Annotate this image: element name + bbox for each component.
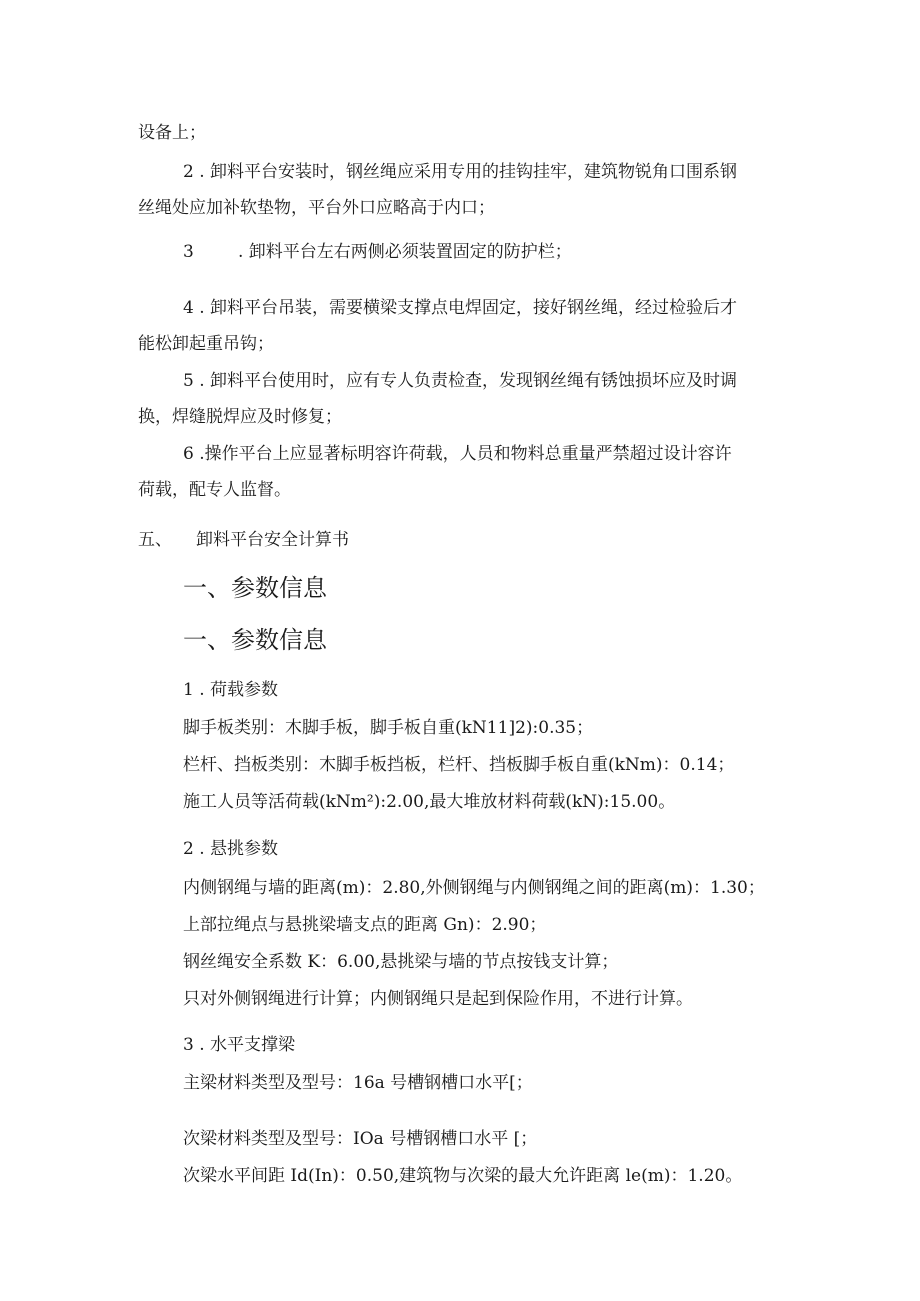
subheading: 1 . 荷载参数 [183,680,279,700]
section-number: 五、 [138,530,172,550]
text-line: 能松卸起重吊钩； [138,334,274,354]
text-line: 2 . 卸料平台安装时，钢丝绳应采用专用的挂钩挂牢，建筑物锐角口围系钢 [183,162,738,182]
text-line: 脚手板类别：木脚手板，脚手板自重(kN11]2):0.35； [183,718,594,738]
section-title: 卸料平台安全计算书 [196,530,349,550]
text-line: 4 . 卸料平台吊装，需要横梁支撑点电焊固定，接好钢丝绳，经过检验后才 [183,298,738,318]
text-line: 栏杆、挡板类别：木脚手板挡板，栏杆、挡板脚手板自重(kNm)：0.14； [183,755,735,775]
list-number: 3 [183,242,194,262]
text-line: 设备上； [138,123,206,143]
text-line: 主梁材料类型及型号：16a 号槽钢槽口水平[； [183,1073,533,1093]
text-line: 6 .操作平台上应显著标明容许荷载，人员和物料总重量严禁超过设计容许 [183,444,732,464]
text-line: 次梁水平间距 Id(In)：0.50,建筑物与次梁的最大允许距离 le(m)：1.20。 [183,1166,743,1186]
heading: 一、参数信息 [183,626,327,654]
text-line: 钢丝绳安全系数 K：6.00,悬挑梁与墙的节点按钱支计算； [183,952,619,972]
text-line: 换，焊缝脱焊应及时修复； [138,407,342,427]
subheading: 2 . 悬挑参数 [183,839,279,859]
text-line: 丝绳处应加补软垫物，平台外口应略高于内口； [138,198,495,218]
text-line: . 卸料平台左右两侧必须装置固定的防护栏； [238,242,572,262]
heading: 一、参数信息 [183,574,327,602]
text-line: 荷载，配专人监督。 [138,480,291,500]
text-line: 5 . 卸料平台使用时，应有专人负责检查，发现钢丝绳有锈蚀损坏应及时调 [183,371,738,391]
text-line: 只对外侧钢绳进行计算；内侧钢绳只是起到保险作用，不进行计算。 [183,989,693,1009]
text-line: 施工人员等活荷载(kNm²):2.00,最大堆放材料荷载(kN):15.00。 [183,792,676,812]
text-line: 次梁材料类型及型号：IOa 号槽钢槽口水平 [； [183,1129,538,1149]
text-line: 内侧钢绳与墙的距离(m)：2.80,外侧钢绳与内侧钢绳之间的距离(m)：1.30； [183,878,765,898]
subheading: 3 . 水平支撑梁 [183,1035,296,1055]
text-line: 上部拉绳点与悬挑梁墙支点的距离 Gn)：2.90； [183,915,547,935]
